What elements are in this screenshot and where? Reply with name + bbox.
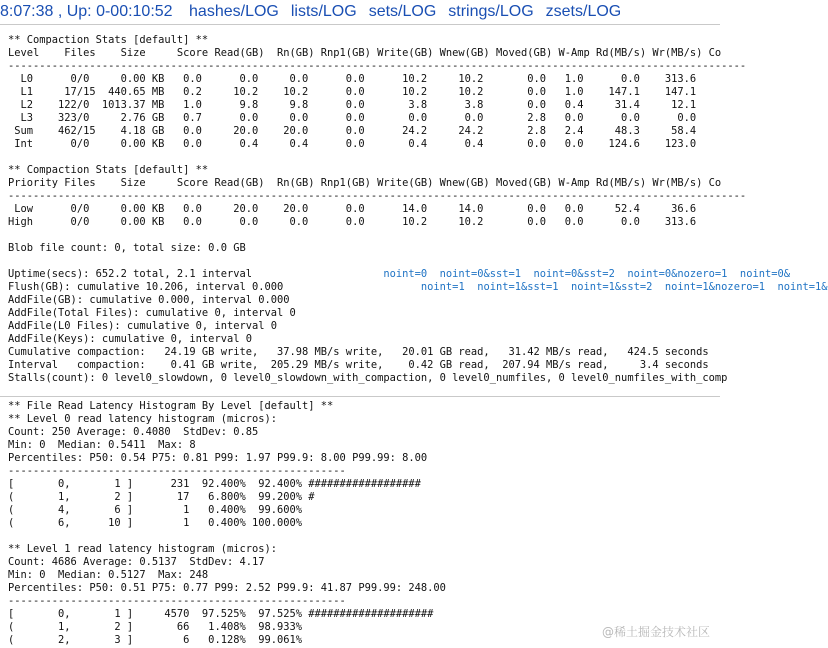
nav-item-sets: sets/LOG <box>368 3 437 20</box>
noint-links-row-2[interactable]: noint=1 noint=1&sst=1 noint=1&sst=2 noint=1&nozero=1 noint=1& <box>420 281 828 293</box>
compaction-line: ---------------------------------------------------------------------------------------------------------------------- <box>8 190 747 202</box>
noint-links-row-1[interactable]: noint=0 noint=0&sst=1 noint=0&sst=2 noint=0&nozero=1 noint=0& <box>383 268 790 280</box>
compaction-line: L3 323/0 2.76 GB 0.7 0.0 0.0 0.0 0.0 0.0 2.8 0.0 0.0 0.0 <box>8 112 697 124</box>
histogram-line: ( 2, 3 ] 6 0.128% 99.061% <box>8 634 303 646</box>
histogram-line: ( 4, 6 ] 1 0.400% 99.600% <box>8 504 303 516</box>
compaction-line: L1 17/15 440.65 MB 0.2 10.2 10.2 0.0 10.2 10.2 0.0 1.0 147.1 147.1 <box>8 86 697 98</box>
addfile-line: Stalls(count): 0 level0_slowdown, 0 level0_slowdown_with_compaction, 0 level0_numfiles, 0 level0_numfiles_with_comp <box>8 372 728 384</box>
compaction-line <box>8 229 720 242</box>
histogram-line: ** Level 0 read latency histogram (micros): <box>8 413 277 425</box>
addfile-line: Interval compaction: 0.41 GB write, 205.29 MB/s write, 0.42 GB read, 207.94 MB/s read, 3.4 seconds <box>8 359 709 371</box>
top-status-bar <box>0 0 720 25</box>
histogram-line: ( 1, 2 ] 17 6.800% 99.200% # <box>8 491 315 503</box>
histogram-line: Percentiles: P50: 0.54 P75: 0.81 P99: 1.97 P99.9: 8.00 P99.99: 8.00 <box>8 452 428 464</box>
histogram-line: Percentiles: P50: 0.51 P75: 0.77 P99: 2.52 P99.9: 41.87 P99.99: 248.00 <box>8 582 446 594</box>
histogram-line: ------------------------------------------------------ <box>8 595 346 607</box>
histogram-line: ( 1, 2 ] 66 1.408% 98.933% <box>8 621 303 633</box>
histogram-line <box>8 530 720 543</box>
nav-link-hashes-log[interactable]: LOG <box>245 3 279 20</box>
nav-item-lists: lists/LOG <box>290 3 357 20</box>
compaction-stats-panel <box>0 34 828 392</box>
nav-item-zsets: zsets/LOG <box>545 3 622 20</box>
nav-link-zsets[interactable]: zsets <box>545 3 583 20</box>
compaction-stats-text <box>0 34 747 268</box>
log-nav <box>189 3 621 20</box>
nav-link-strings-log[interactable]: LOG <box>499 3 534 20</box>
misc-stats-text <box>0 268 828 294</box>
nav-link-zsets-log[interactable]: LOG <box>587 3 622 20</box>
compaction-line: L0 0/0 0.00 KB 0.0 0.0 0.0 0.0 10.2 10.2 0.0 1.0 0.0 313.6 <box>8 73 697 85</box>
addfile-line: AddFile(GB): cumulative 0.000, interval 0.000 <box>8 294 290 306</box>
histogram-line: ** Level 1 read latency histogram (micros): <box>8 543 277 555</box>
histogram-line: ** File Read Latency Histogram By Level [default] ** <box>8 400 334 412</box>
histogram-line: Count: 4686 Average: 0.5137 StdDev: 4.17 <box>8 556 265 568</box>
section-divider <box>0 396 720 397</box>
nav-link-strings[interactable]: strings <box>448 3 496 20</box>
histogram-line: ------------------------------------------------------ <box>8 465 346 477</box>
nav-item-hashes: hashes/LOG <box>189 3 279 20</box>
histogram-line: Count: 250 Average: 0.4080 StdDev: 0.85 <box>8 426 259 438</box>
compaction-line: Low 0/0 0.00 KB 0.0 20.0 20.0 0.0 14.0 14.0 0.0 0.0 52.4 36.6 <box>8 203 697 215</box>
compaction-line: Blob file count: 0, total size: 0.0 GB <box>8 242 246 254</box>
histogram-line: Min: 0 Median: 0.5127 Max: 248 <box>8 569 209 581</box>
compaction-line: Level Files Size Score Read(GB) Rn(GB) Rnp1(GB) Write(GB) Wnew(GB) Moved(GB) W-Amp Rd(MB/s) Wr(MB/s) Co <box>8 47 722 59</box>
uptime-line: Uptime(secs): 652.2 total, 2.1 interval noint=0 noint=0&sst=1 noint=0&sst=2 noint=0&nozero=1 noint=0& <box>8 268 790 280</box>
site-watermark: @稀土掘金技术社区 <box>601 625 710 639</box>
flush-line: Flush(GB): cumulative 10.206, interval 0.000 noint=1 noint=1&sst=1 noint=1&sst=2 noint=1&nozero=1 noint=1& <box>8 281 828 293</box>
histogram-line: Min: 0 Median: 0.5411 Max: 8 <box>8 439 196 451</box>
compaction-line: ** Compaction Stats [default] ** <box>8 34 209 46</box>
compaction-line: ** Compaction Stats [default] ** <box>8 164 209 176</box>
addfile-line: AddFile(Keys): cumulative 0, interval 0 <box>8 333 252 345</box>
compaction-line: Sum 462/15 4.18 GB 0.0 20.0 20.0 0.0 24.2 24.2 2.8 2.4 48.3 58.4 <box>8 125 697 137</box>
compaction-line <box>8 151 720 164</box>
nav-link-lists[interactable]: lists <box>290 3 319 20</box>
addfile-line: AddFile(L0 Files): cumulative 0, interval 0 <box>8 320 277 332</box>
compaction-line: ---------------------------------------------------------------------------------------------------------------------- <box>8 60 747 72</box>
histogram-line: [ 0, 1 ] 4570 97.525% 97.525% #################### <box>8 608 434 620</box>
nav-link-sets[interactable]: sets <box>368 3 399 20</box>
compaction-line: High 0/0 0.00 KB 0.0 0.0 0.0 0.0 10.2 10.2 0.0 0.0 0.0 313.6 <box>8 216 697 228</box>
addfile-line: Cumulative compaction: 24.19 GB write, 37.98 MB/s write, 20.01 GB read, 31.42 MB/s read, 424.5 seconds <box>8 346 709 358</box>
uptime-status: 8:07:38 , Up: 0-00:10:52 <box>0 3 173 20</box>
nav-link-sets-log[interactable]: LOG <box>402 3 437 20</box>
nav-link-hashes[interactable]: hashes <box>189 3 241 20</box>
nav-link-lists-log[interactable]: LOG <box>322 3 357 20</box>
histogram-panel <box>0 400 720 648</box>
nav-item-strings: strings/LOG <box>448 3 534 20</box>
histogram-line: ( 6, 10 ] 1 0.400% 100.000% <box>8 517 303 529</box>
compaction-line: Int 0/0 0.00 KB 0.0 0.4 0.4 0.0 0.4 0.4 0.0 0.0 124.6 123.0 <box>8 138 697 150</box>
compaction-line: Priority Files Size Score Read(GB) Rn(GB) Rnp1(GB) Write(GB) Wnew(GB) Moved(GB) W-Amp Rd(MB/s) Wr(MB/s) Co <box>8 177 722 189</box>
compaction-line: L2 122/0 1013.37 MB 1.0 9.8 9.8 0.0 3.8 3.8 0.0 0.4 31.4 12.1 <box>8 99 697 111</box>
histogram-line: [ 0, 1 ] 231 92.400% 92.400% ################## <box>8 478 421 490</box>
compaction-line <box>8 255 720 268</box>
addfile-stats-text <box>0 294 728 385</box>
latency-histogram-text <box>0 400 720 647</box>
addfile-line: AddFile(Total Files): cumulative 0, interval 0 <box>8 307 296 319</box>
